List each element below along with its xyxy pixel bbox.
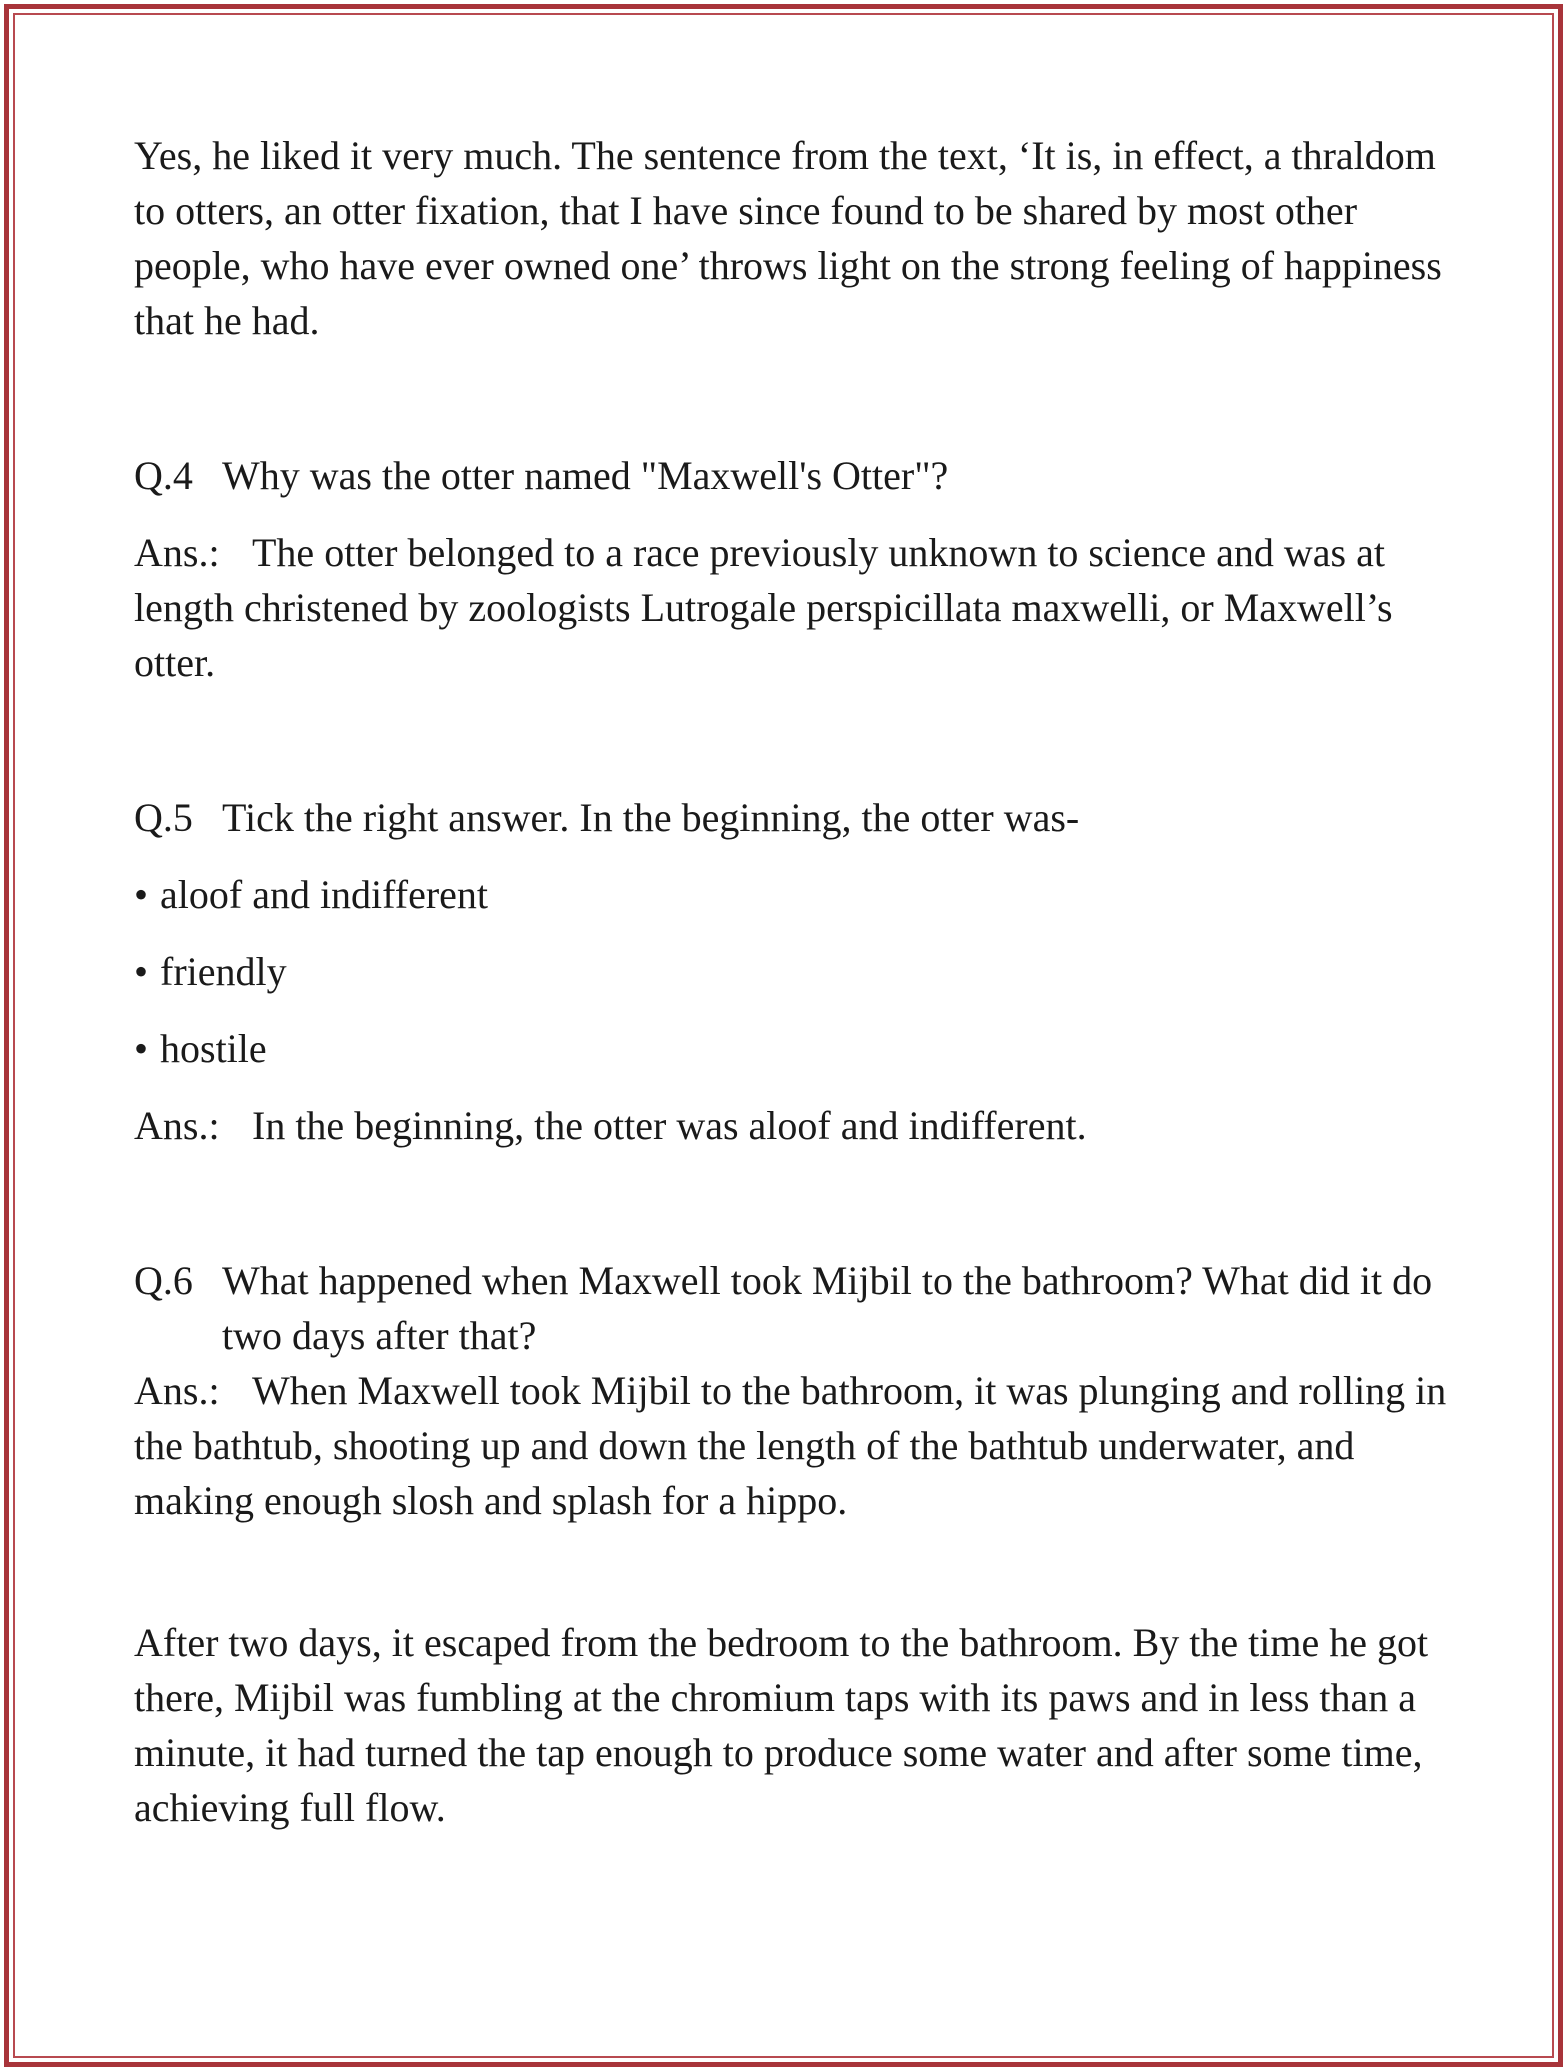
question-6 xyxy=(134,1253,1464,1363)
question-5 xyxy=(134,790,1464,845)
bullet-icon: • xyxy=(134,1026,149,1071)
answer-4 xyxy=(134,525,1464,690)
option-text: hostile xyxy=(160,1026,267,1071)
question-4 xyxy=(134,448,1464,503)
bullet-icon: • xyxy=(134,872,149,917)
option-item xyxy=(134,1021,1464,1076)
question-text: Why was the otter named "Maxwell's Otter"? xyxy=(222,453,949,498)
answer-label: Ans.: xyxy=(134,1368,220,1413)
answer-label: Ans.: xyxy=(134,1103,220,1148)
question-number: Q.4 xyxy=(134,453,193,498)
answer-text: When Maxwell took Mijbil to the bathroom, it was plunging and rolling in the bathtub, shooting up and down the length of the bathtub underwater, and making enough slosh and splash for a hippo. xyxy=(134,1368,1447,1523)
option-item xyxy=(134,944,1464,999)
option-text: friendly xyxy=(160,949,287,994)
document-content xyxy=(134,128,1464,1835)
intro-paragraph: Yes, he liked it very much. The sentence from the text, ‘It is, in effect, a thraldom to otters, an otter fixation, that I have since found to be shared by most other people, who have ever owned one’ throws light on the strong feeling of happiness that he had. xyxy=(134,133,1442,343)
answer-6 xyxy=(134,1363,1464,1528)
question-number: Q.5 xyxy=(134,795,193,840)
question-number: Q.6 xyxy=(134,1258,193,1303)
option-text: aloof and indifferent xyxy=(160,872,489,917)
option-item xyxy=(134,867,1464,922)
bullet-icon: • xyxy=(134,949,149,994)
answer-text: In the beginning, the otter was aloof and indifferent. xyxy=(252,1103,1087,1148)
answer-6-continued: After two days, it escaped from the bedroom to the bathroom. By the time he got there, Mijbil was fumbling at the chromium taps with its paws and in less than a minute, it had turned the tap enough to produce some water and after some time, achieving full flow. xyxy=(134,1620,1429,1830)
question-text: Tick the right answer. In the beginning, the otter was- xyxy=(222,795,1080,840)
answer-label: Ans.: xyxy=(134,530,220,575)
answer-5 xyxy=(134,1098,1464,1153)
answer-text: The otter belonged to a race previously unknown to science and was at length christened by zoologists Lutrogale perspicillata maxwelli, or Maxwell’s otter. xyxy=(134,530,1393,685)
question-text: What happened when Maxwell took Mijbil to the bathroom? What did it do two days after that? xyxy=(222,1258,1433,1358)
